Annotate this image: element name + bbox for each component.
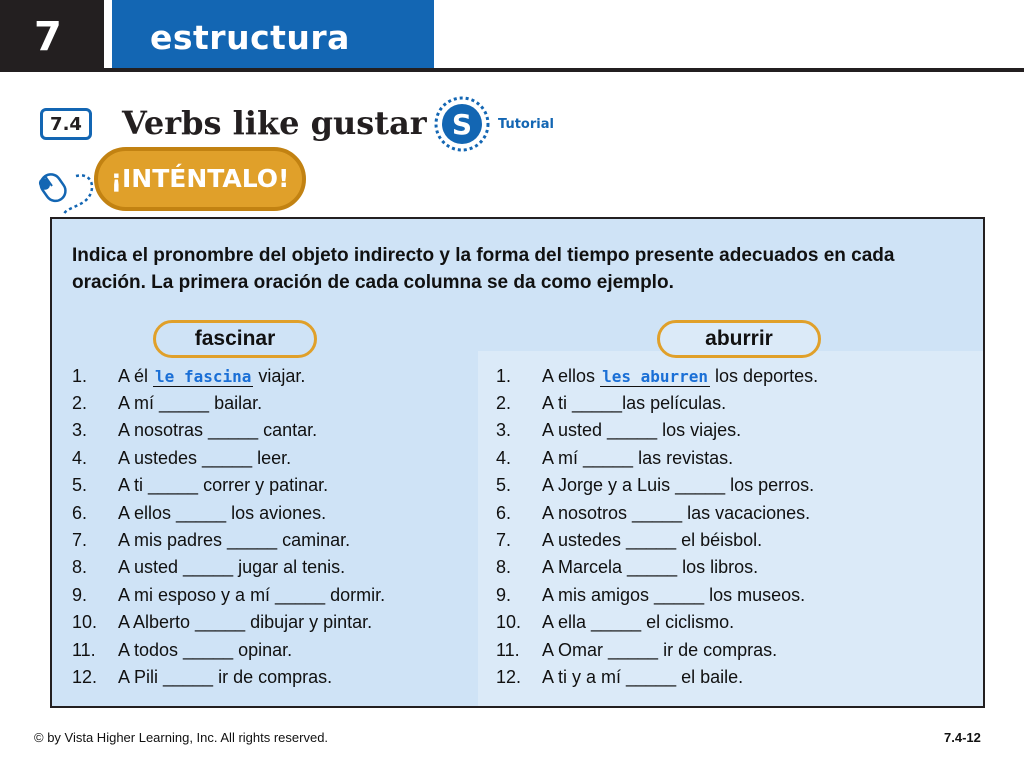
item-text: A ustedes _____ el béisbol. xyxy=(542,530,763,550)
copyright-text: © by Vista Higher Learning, Inc. All rights reserved. xyxy=(34,730,329,745)
section-number-badge xyxy=(40,108,92,140)
item-number: 6. xyxy=(496,503,512,523)
item-text-after: los deportes. xyxy=(715,366,819,386)
item-text-before: A ellos xyxy=(542,366,596,386)
exercise-item xyxy=(72,609,372,636)
item-text: A nosotros _____ las vacaciones. xyxy=(542,503,811,523)
exercise-box xyxy=(50,217,985,708)
exercise-item xyxy=(496,554,758,581)
page-number: 7.4-12 xyxy=(944,730,981,745)
item-text: A Alberto _____ dibujar y pintar. xyxy=(118,612,373,632)
item-text: A ustedes _____ leer. xyxy=(118,448,292,468)
item-number: 1. xyxy=(72,366,88,386)
chapter-number: 7 xyxy=(34,14,62,60)
item-number: 11. xyxy=(72,640,96,660)
section-title: Verbs like gustar xyxy=(122,104,427,142)
column-heading-fascinar: fascinar xyxy=(153,320,317,358)
item-text: A ti _____ correr y patinar. xyxy=(118,475,329,495)
item-number: 11. xyxy=(496,640,520,660)
exercise-item xyxy=(496,500,810,527)
chapter-number-block xyxy=(0,0,104,68)
exercise-item xyxy=(72,637,292,664)
exercise-item xyxy=(72,500,326,527)
item-number: 12. xyxy=(72,667,98,687)
item-text: A Pili _____ ir de compras. xyxy=(118,667,333,687)
exercise-item xyxy=(72,554,345,581)
item-number: 8. xyxy=(496,557,512,577)
item-number: 10. xyxy=(72,612,98,632)
item-number: 3. xyxy=(72,420,88,440)
column-heading-aburrir: aburrir xyxy=(657,320,821,358)
item-number: 4. xyxy=(72,448,88,468)
exercise-item xyxy=(496,664,743,691)
item-number: 1. xyxy=(496,366,512,386)
item-text: A Marcela _____ los libros. xyxy=(542,557,759,577)
exercise-item xyxy=(496,445,733,472)
chapter-title-block xyxy=(112,0,434,68)
exercise-item xyxy=(72,363,305,390)
item-number: 10. xyxy=(496,612,522,632)
item-number: 9. xyxy=(496,585,512,605)
item-text: A nosotras _____ cantar. xyxy=(118,420,318,440)
example-answer: le fascina xyxy=(155,367,252,386)
item-text: A ti _____las películas. xyxy=(542,393,727,413)
item-text-after: viajar. xyxy=(258,366,306,386)
example-answer: les aburren xyxy=(602,367,709,386)
item-text: A Jorge y a Luis _____ los perros. xyxy=(542,475,815,495)
exercise-item xyxy=(72,527,350,554)
item-text: A mis padres _____ caminar. xyxy=(118,530,351,550)
tutorial-label[interactable]: Tutorial xyxy=(498,117,554,132)
exercise-item xyxy=(72,390,262,417)
item-text: A mí _____ las revistas. xyxy=(542,448,734,468)
item-number: 4. xyxy=(496,448,512,468)
item-number: 7. xyxy=(72,530,88,550)
item-text: A usted _____ jugar al tenis. xyxy=(118,557,346,577)
exercise-item xyxy=(72,664,332,691)
exercise-item xyxy=(496,527,762,554)
item-number: 2. xyxy=(496,393,512,413)
item-text: A mi esposo y a mí _____ dormir. xyxy=(118,585,386,605)
exercise-item xyxy=(496,637,777,664)
header-divider xyxy=(0,68,1024,72)
item-text-before: A él xyxy=(118,366,149,386)
item-text: A Omar _____ ir de compras. xyxy=(542,640,778,660)
item-number: 3. xyxy=(496,420,512,440)
item-number: 2. xyxy=(72,393,88,413)
exercise-item xyxy=(72,445,291,472)
intentalo-label: ¡INTÉNTALO! xyxy=(110,164,290,193)
item-number: 5. xyxy=(72,475,88,495)
tutorial-icon-letter: S xyxy=(451,108,473,141)
exercise-item xyxy=(496,417,741,444)
exercise-item xyxy=(496,363,818,390)
item-text: A ella _____ el ciclismo. xyxy=(542,612,735,632)
exercise-item xyxy=(496,390,726,417)
mouse-click-icon xyxy=(36,168,100,216)
item-number: 5. xyxy=(496,475,512,495)
item-number: 7. xyxy=(496,530,512,550)
item-text: A usted _____ los viajes. xyxy=(542,420,742,440)
exercise-item xyxy=(496,472,814,499)
item-number: 8. xyxy=(72,557,88,577)
item-number: 6. xyxy=(72,503,88,523)
item-text: A mis amigos _____ los museos. xyxy=(542,585,806,605)
exercise-item xyxy=(72,472,328,499)
item-text: A mí _____ bailar. xyxy=(118,393,263,413)
item-text: A ellos _____ los aviones. xyxy=(118,503,327,523)
item-number: 12. xyxy=(496,667,522,687)
item-text: A todos _____ opinar. xyxy=(118,640,293,660)
intentalo-badge xyxy=(94,147,306,211)
exercise-item xyxy=(496,582,805,609)
item-text: A ti y a mí _____ el baile. xyxy=(542,667,744,687)
exercise-item xyxy=(496,609,734,636)
section-number: 7.4 xyxy=(50,114,82,135)
exercise-item xyxy=(72,417,317,444)
item-number: 9. xyxy=(72,585,88,605)
tutorial-icon[interactable] xyxy=(434,96,490,152)
chapter-title: estructura xyxy=(150,18,350,57)
instructions-text: Indica el pronombre del objeto indirecto y la forma del tiempo presente adecuados en cada oración. La primera oración de cada columna se da como ejemplo. xyxy=(72,245,895,293)
exercise-item xyxy=(72,582,385,609)
